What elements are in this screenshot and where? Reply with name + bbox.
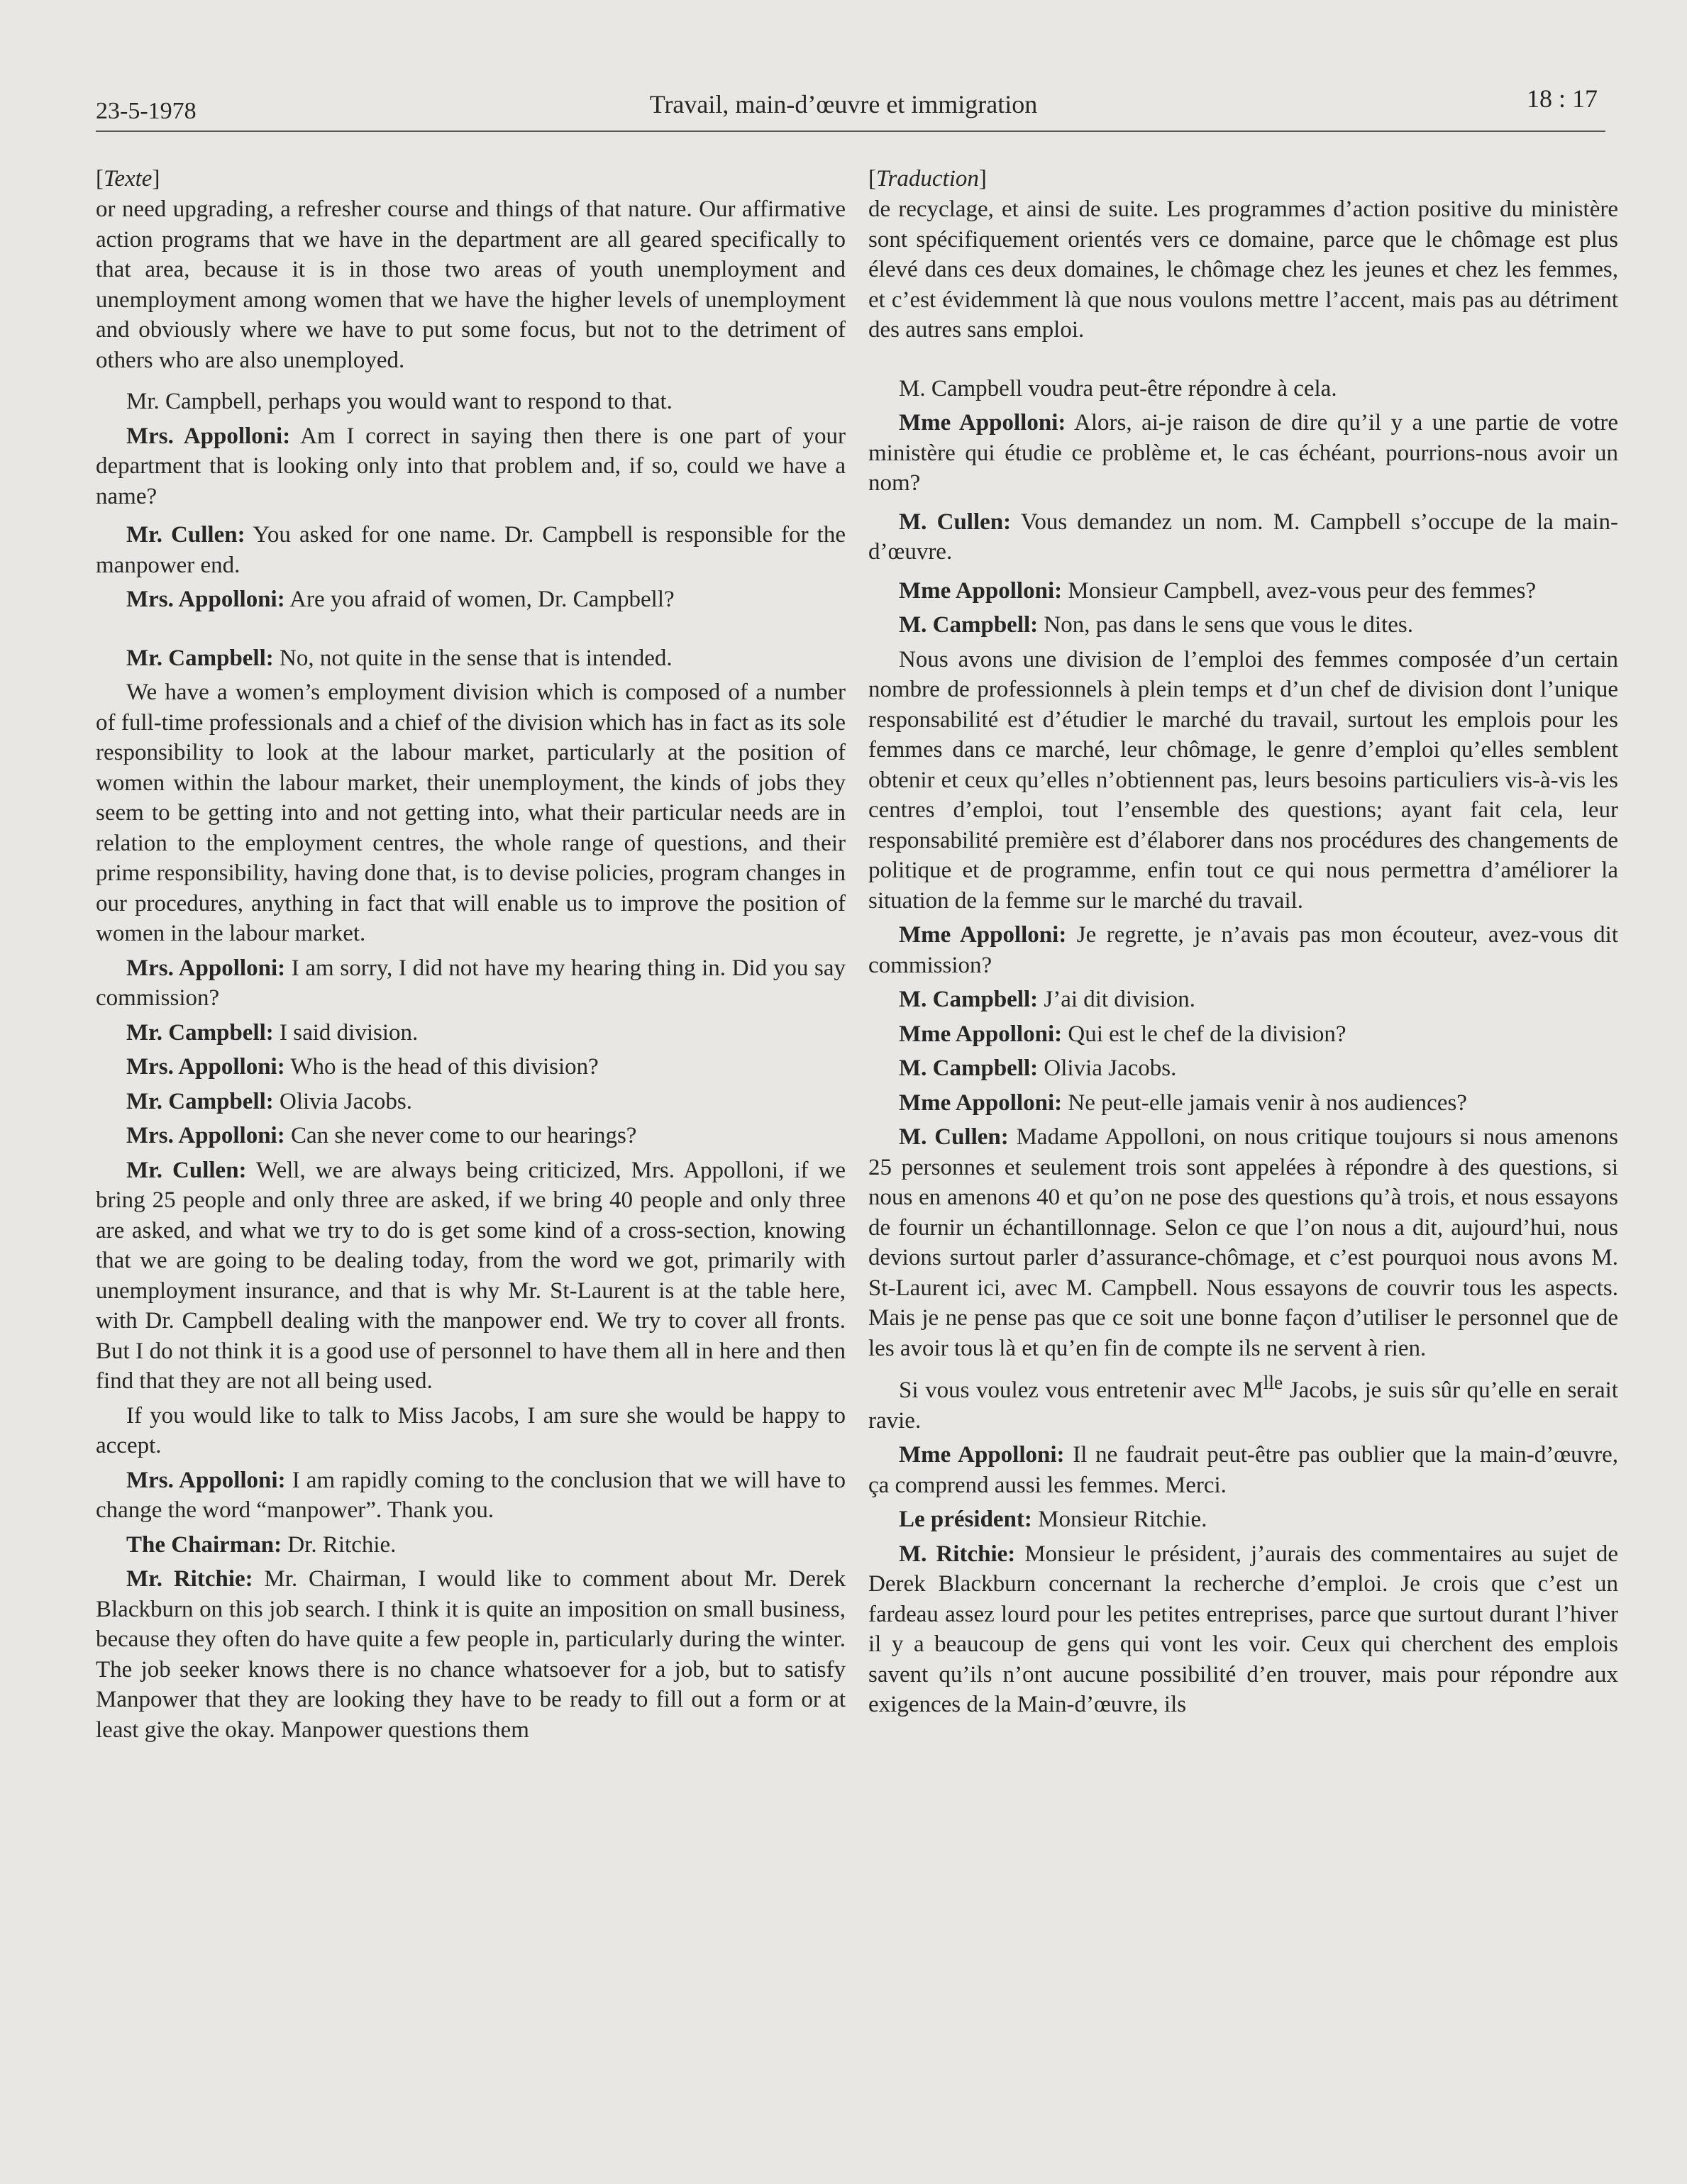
speech-paragraph [96, 1052, 846, 1082]
speech-text: Well, we are always being criticized, Mrs. Appolloni, if we bring 25 people and only three are asked, if we bring 40 people and only three are asked, and what we try to do is get some kind of a cross-section, knowing that we are going to be dealing today, from the word we got, primarily with unemployment insurance, and that is why Mr. St-Laurent is at the table here, with Dr. Campbell dealing with the manpower end. We try to cover all fronts. But I do not think it is a good use of personnel to have them all in here and then find that they are not all being used. [96, 1157, 846, 1394]
french-column [868, 165, 1618, 1720]
text-fragment: Si vous voulez vous entretenir avec M [899, 1378, 1263, 1403]
speaker-name: Mr. Cullen: [126, 522, 245, 548]
speech-text: Monsieur le président, j’aurais des commentaires au sujet de Derek Blackburn concernant la recherche d’emploi. Je crois que c’est un fardeau assez lourd pour les petites entreprises, parce que surtout durant l’hiver il y a beaucoup de gens qui vont les voir. Ceux qui cherchent des emplois savent qu’ils n’ont aucune possibilité d’en trouver, mais pour répondre aux exigences de la Main-d’œuvre, ils [868, 1541, 1618, 1717]
speaker-name: Mme Appolloni: [899, 1442, 1065, 1468]
speech-text: Can she never come to our hearings? [284, 1123, 637, 1148]
speech-paragraph [96, 1155, 846, 1397]
tag-bracket-open: [ [96, 166, 104, 192]
speaker-name: Mrs. Appolloni: [126, 587, 285, 612]
tag-word: Texte [104, 166, 153, 192]
paragraph: or need upgrading, a refresher course and things of that nature. Our affirmative action programs that we have in the department are all geared specifically to that area, because it is in those two areas of youth unemployment and unemployment among women that we have the higher levels of unemployment and obviously where we have to put some focus, but not to the detriment of others who are also unemployed. [96, 196, 846, 373]
speech-text: Non, pas dans le sens que vous le dites. [1038, 612, 1413, 638]
speaker-name: Mr. Ritchie: [126, 1566, 253, 1592]
speech-paragraph [96, 1018, 846, 1048]
speech-paragraph [868, 1122, 1618, 1363]
speech-text: Il ne faudrait peut-être pas oublier que la main-d’œuvre, ça comprend aussi les femmes. Merci. [868, 1442, 1618, 1498]
speech-text: No, not quite in the sense that is intended. [273, 645, 673, 671]
speaker-name: The Chairman: [126, 1531, 282, 1558]
paragraph: M. Campbell voudra peut-être répondre à cela. [899, 375, 1337, 401]
speech-paragraph [868, 1504, 1618, 1535]
english-column [96, 165, 846, 1745]
speech-text: Are you afraid of women, Dr. Campbell? [284, 587, 675, 612]
tag-word: Traduction [876, 166, 979, 192]
speaker-name: Mr. Campbell: [126, 1088, 274, 1114]
speaker-name: M. Campbell: [899, 612, 1039, 638]
speaker-name: Le président: [899, 1507, 1032, 1532]
tag-bracket-close: ] [152, 166, 160, 192]
paragraph: Mr. Campbell, perhaps you would want to respond to that. [126, 389, 673, 414]
speech-paragraph [868, 610, 1618, 641]
speech-text: Dr. Ritchie. [282, 1531, 397, 1558]
speaker-name: M. Campbell: [899, 1055, 1039, 1081]
speaker-name: Mme Appolloni: [899, 1090, 1063, 1116]
speaker-name: M. Campbell: [899, 987, 1039, 1012]
header-title: Travail, main-d’œuvre et immigration [649, 90, 1038, 118]
speech-text: Who is the head of this division? [284, 1054, 599, 1080]
speech-paragraph [868, 408, 1618, 499]
speech-text: Vous demandez un nom. M. Campbell s’occupe de la main-d’œuvre. [868, 509, 1618, 565]
speech-paragraph [96, 1564, 846, 1745]
speech-text: You asked for one name. Dr. Campbell is responsible for the manpower end. [96, 522, 846, 578]
speech-text: J’ai dit division. [1038, 987, 1195, 1012]
speech-text: Je regrette, je n’avais pas mon écouteur, avez-vous dit commission? [868, 922, 1618, 978]
tag-bracket-close: ] [978, 166, 987, 192]
section-tag-traduction [868, 165, 1618, 193]
speech-paragraph [96, 1530, 846, 1561]
header-rule [96, 131, 1605, 132]
speaker-name: Mme Appolloni: [899, 577, 1063, 604]
speech-text: Ne peut-elle jamais venir à nos audiences? [1062, 1090, 1467, 1116]
speech-paragraph [96, 953, 846, 1014]
speech-paragraph [868, 576, 1618, 606]
speech-text: Monsieur Ritchie. [1031, 1507, 1207, 1532]
speaker-name: Mr. Campbell: [126, 1019, 274, 1046]
speech-paragraph [868, 1440, 1618, 1500]
speaker-name: Mrs. Appolloni: [126, 1467, 286, 1493]
tag-bracket-open: [ [868, 166, 876, 192]
header-date: 23-5-1978 [96, 98, 197, 124]
paragraph [868, 1368, 1618, 1436]
header-page-number: 18 : 17 [1527, 84, 1598, 113]
speech-text: I said division. [273, 1019, 419, 1046]
speech-paragraph [868, 920, 1618, 980]
section-tag-texte [96, 165, 846, 193]
speech-paragraph [96, 421, 846, 512]
speech-paragraph [868, 507, 1618, 567]
speaker-name: Mrs. Appolloni: [126, 423, 291, 449]
speech-paragraph [96, 584, 846, 615]
speaker-name: Mme Appolloni: [899, 410, 1066, 436]
speech-text: Madame Appolloni, on nous critique toujours si nous amenons 25 personnes et seulement trois sont appelées à répondre à des questions, si nous en amenons 40 et qu’on ne pose des questions qu’à trois, et nous essayons de fournir un échantillonnage. Selon ce que l’on nous a dit, aujourd’hui, nous devions surtout parler d’assurance-chômage, et c’est pourquoi nous avons M. St-Laurent ici, avec M. Campbell. Nous essayons de couvrir tous les aspects. Mais je ne pense pas que ce soit une bonne façon d’utiliser le personnel que de les avoir tous là et qu’en fin de compte ils ne servent à rien. [868, 1124, 1618, 1361]
speech-text: I am rapidly coming to the conclusion that we will have to change the word “manpower”. Thank you. [96, 1467, 846, 1523]
speech-text: I am sorry, I did not have my hearing thing in. Did you say commission? [96, 955, 846, 1011]
speaker-name: Mrs. Appolloni: [126, 1123, 285, 1148]
speech-paragraph [96, 1465, 846, 1526]
speech-text: Alors, ai-je raison de dire qu’il y a une partie de votre ministère qui étudie ce problème et, le cas échéant, pourrions-nous avoir un nom? [868, 410, 1619, 496]
speech-paragraph [96, 643, 846, 674]
speaker-name: Mr. Campbell: [126, 645, 274, 671]
paragraph: If you would like to talk to Miss Jacobs, I am sure she would be happy to accept. [96, 1402, 846, 1458]
superscript: lle [1263, 1371, 1283, 1393]
speech-text: Mr. Chairman, I would like to comment about Mr. Derek Blackburn on this job search. I think it is quite an imposition on small business, because they often do have quite a few people in, particularly during the winter. The job seeker knows there is no chance whatsoever for a job, but to satisfy Manpower that they are looking they have to be ready to fill out a form or at least give the okay. Manpower questions them [96, 1566, 846, 1743]
speaker-name: Mrs. Appolloni: [126, 1054, 285, 1080]
speech-paragraph [96, 1121, 846, 1151]
speaker-name: M. Ritchie: [899, 1541, 1016, 1567]
speech-paragraph [868, 1088, 1618, 1119]
speaker-name: Mr. Cullen: [126, 1157, 247, 1183]
speech-text: Am I correct in saying then there is one part of your department that is looking only into that problem and, if so, could we have a name? [96, 423, 846, 509]
speech-paragraph [868, 1053, 1618, 1084]
paragraph: Nous avons une division de l’emploi des femmes composée d’un certain nombre de professionnels à plein temps et d’un chef de division dont l’unique responsabilité est d’étudier le marché du travail, surtout les emplois pour les femmes dans ce marché, leur chômage, le genre d’emploi qu’elles semblent obtenir et ceux qu’elles n’obtiennent pas, leurs besoins particuliers vis-à-vis les centres d’emploi, tout l’ensemble des questions; ayant fait cela, leur responsabilité première est d’élaborer dans nos procédures des changements de politique et de programme, enfin tout ce qui nous permettra d’améliorer la situation de la femme sur le marché du travail. [868, 646, 1618, 914]
text-fragment: Jacobs, je suis sûr qu’elle en serait ravie. [868, 1378, 1618, 1434]
paragraph: We have a women’s employment division which is composed of a number of full-time professionals and a chief of the division which has in fact as its sole responsibility to look at the labour market, particularly at the position of women within the labour market, their unemployment, the kinds of jobs they seem to be getting into and not getting into, what their particular needs are in relation to the employment centres, the whole range of questions, and their prime responsibility, having done that, is to devise policies, program changes in our procedures, anything in fact that will enable us to improve the position of women in the labour market. [96, 680, 846, 946]
paragraph: de recyclage, et ainsi de suite. Les programmes d’action positive du ministère sont spécifiquement orientés vers ce domaine, parce que le chômage est plus élevé dans ces deux domaines, le chômage chez les jeunes et chez les femmes, et c’est évidemment là que nous voulons mettre l’accent, mais pas au détriment des autres sans emploi. [868, 196, 1618, 343]
speech-paragraph [868, 1539, 1618, 1720]
speech-paragraph [868, 1019, 1618, 1050]
speaker-name: Mme Appolloni: [899, 1021, 1063, 1047]
speech-paragraph [96, 520, 846, 580]
speech-paragraph [96, 1087, 846, 1117]
speaker-name: Mme Appolloni: [899, 922, 1067, 948]
speech-text: Monsieur Campbell, avez-vous peur des femmes? [1062, 577, 1537, 604]
speech-text: Olivia Jacobs. [273, 1088, 412, 1114]
speech-paragraph [868, 985, 1618, 1015]
speaker-name: M. Cullen: [899, 509, 1012, 535]
speech-text: Olivia Jacobs. [1038, 1055, 1177, 1081]
speaker-name: M. Cullen: [899, 1124, 1009, 1150]
speaker-name: Mrs. Appolloni: [126, 955, 286, 981]
speech-text: Qui est le chef de la division? [1062, 1021, 1346, 1047]
